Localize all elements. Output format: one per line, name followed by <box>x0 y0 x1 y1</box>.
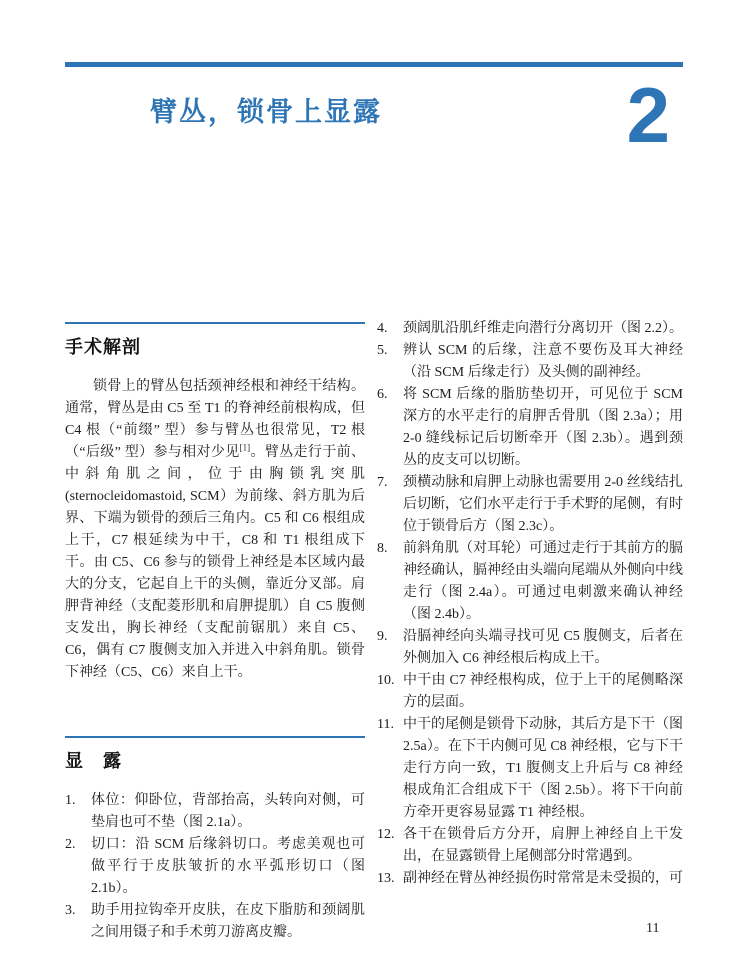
step-number: 10. <box>377 673 395 688</box>
anatomy-paragraph <box>65 376 365 684</box>
header-rule <box>65 62 683 67</box>
list-item <box>377 714 683 824</box>
right-column <box>377 310 683 890</box>
step-text: 助手用拉钩牵开皮肤，在皮下脂肪和颈阔肌之间用镊子和手术剪刀游离皮瓣。 <box>91 903 365 940</box>
chapter-title: 臂丛，锁骨上显露 <box>150 97 382 127</box>
step-number: 11. <box>377 717 394 732</box>
list-item <box>377 626 683 670</box>
exposure-section-rule <box>65 736 365 738</box>
list-item <box>377 824 683 868</box>
step-text: 中干的尾侧是锁骨下动脉，其后方是下干（图 2.5a）。在下干内侧可见 C8 神经根，它与下干走行方向一致，T1 腹侧支上升后与 C8 神经根成角汇合组成下干（图 2.5b）。将下干向前方牵开更容易显露 T1 神经根。 <box>403 717 683 820</box>
left-column <box>65 322 365 944</box>
step-text: 沿膈神经向头端寻找可见 C5 腹侧支，后者在外侧加入 C6 神经根后构成上干。 <box>403 629 683 666</box>
list-item <box>377 384 683 472</box>
step-number: 9. <box>377 629 388 644</box>
footnote-marker: [1] <box>239 442 251 453</box>
anatomy-paragraph-part1: 锁骨上的臂丛包括颈神经根和神经干结构。通常，臂丛是由 C5 至 T1 的脊神经前根构成，但 C4 根（“前缀” 型）参与臂丛也很常见，T2 根（“后级” 型）参与相对少见 <box>65 379 365 460</box>
chapter-number: 2 <box>626 71 670 159</box>
step-number: 2. <box>65 837 76 852</box>
anatomy-paragraph-part2: 。臂丛走行于前、中斜角肌之间，位于由胸锁乳突肌 (sternocleidomastoid, SCM）为前缘、斜方肌为后界、下端为锁骨的颈后三角内。C5 和 C6 根组成上干，C7 根延续为中干，C8 和 T1 根组成下干。由 C5、C6 参与的锁骨上神经是本区域内最大的分支，它起自上干的头侧，靠近分叉部。肩胛背神经（支配菱形肌和肩胛提肌）自 C5 腹侧支发出，胸长神经（支配前锯肌）来自 C5、C6，偶有 C7 腹侧支加入并进入中斜角肌。锁骨下神经（C5、C6）来自上干。 <box>65 445 365 680</box>
step-text: 切口：沿 SCM 后缘斜切口。考虑美观也可做平行于皮肤皱折的水平弧形切口（图 2.1b）。 <box>91 837 365 896</box>
step-text: 副神经在臂丛神经损伤时常常是未受损的，可 <box>403 871 683 886</box>
step-number: 6. <box>377 387 388 402</box>
list-item <box>65 790 365 834</box>
step-text: 辨认 SCM 的后缘，注意不要伤及耳大神经（沿 SCM 后缘走行）及头侧的副神经。 <box>403 343 683 380</box>
step-number: 12. <box>377 827 395 842</box>
list-item <box>377 472 683 538</box>
step-text: 将 SCM 后缘的脂肪垫切开，可见位于 SCM 深方的水平走行的肩胛舌骨肌（图 2.3a）；用 2-0 缝线标记后切断牵开（图 2.3b）。遇到颈丛的皮支可以切断。 <box>403 387 683 468</box>
anatomy-section-heading: 手术解剖 <box>65 337 141 357</box>
step-number: 1. <box>65 793 76 808</box>
step-number: 4. <box>377 321 388 336</box>
step-number: 3. <box>65 903 76 918</box>
exposure-steps-right <box>377 310 683 890</box>
list-item <box>377 670 683 714</box>
exposure-steps-left <box>65 790 365 944</box>
page-number: 11 <box>646 921 660 936</box>
list-item <box>377 340 683 384</box>
step-text: 颈横动脉和肩胛上动脉也需要用 2-0 丝线结扎后切断，它们水平走行于手术野的尾侧，有时位于锁骨后方（图 2.3c）。 <box>403 475 683 534</box>
step-number: 5. <box>377 343 388 358</box>
step-text: 体位：仰卧位，背部抬高，头转向对侧，可垫肩也可不垫（图 2.1a）。 <box>91 793 365 830</box>
step-text: 各干在锁骨后方分开，肩胛上神经自上干发出，在显露锁骨上尾侧部分时常遇到。 <box>403 827 683 864</box>
list-item <box>65 900 365 944</box>
list-item <box>65 834 365 900</box>
list-item <box>377 318 683 340</box>
anatomy-section-rule <box>65 322 365 324</box>
step-number: 8. <box>377 541 388 556</box>
exposure-section-heading: 显 露 <box>65 751 122 771</box>
step-number: 7. <box>377 475 388 490</box>
step-text: 中干由 C7 神经根构成，位于上干的尾侧略深方的层面。 <box>403 673 683 710</box>
step-text: 颈阔肌沿肌纤维走向潜行分离切开（图 2.2）。 <box>403 321 683 336</box>
list-item <box>377 538 683 626</box>
step-text: 前斜角肌（对耳轮）可通过走行于其前方的膈神经确认，膈神经由头端向尾端从外侧向中线走行（图 2.4a）。可通过电刺激来确认神经（图 2.4b）。 <box>403 541 683 622</box>
list-item <box>377 868 683 890</box>
step-number: 13. <box>377 871 395 886</box>
